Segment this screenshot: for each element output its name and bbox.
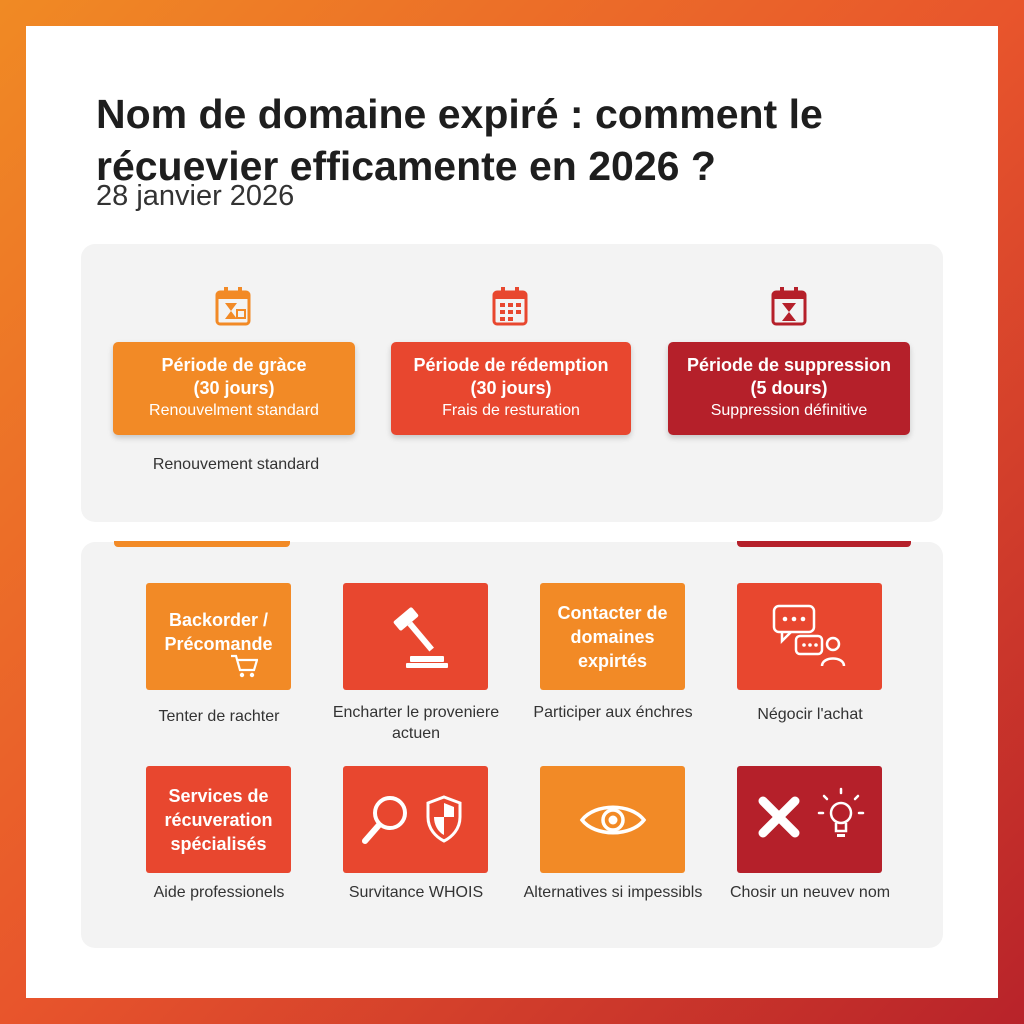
phase-grace-box: [113, 342, 355, 435]
phase-duration: (5 dours): [750, 378, 828, 398]
option-new-name-tile: [737, 766, 882, 873]
option-recovery-services-tile: [146, 766, 291, 873]
eye-icon: [579, 800, 647, 840]
option-caption: Négocir l'achat: [757, 706, 863, 723]
option-caption: Aide professionels: [153, 884, 285, 901]
orange-accent-strip: [114, 541, 290, 547]
infographic-card: [26, 26, 998, 998]
gavel-icon: [380, 604, 452, 670]
option-caption: Encharter le proveniere actuen: [332, 704, 500, 742]
option-auction-tile: [343, 583, 488, 690]
calendar-icon: [492, 286, 528, 326]
option-caption: Participer aux énchres: [533, 704, 693, 721]
option-backorder-tile: [146, 583, 291, 690]
phase-title: Période de rédemption: [413, 355, 609, 375]
option-alternatives-tile: [540, 766, 685, 873]
option-negotiate-tile: [737, 583, 882, 690]
calendar-hourglass-icon: [771, 286, 807, 326]
option-whois-tile: [343, 766, 488, 873]
option-caption: Alternatives si impessibls: [523, 884, 703, 901]
page-title: Nom de domaine expiré : comment le récuevier efficamente en 2026 ?: [96, 91, 823, 189]
phase-duration: (30 jours): [470, 378, 552, 398]
expiration-phases-panel: [81, 244, 943, 522]
cart-icon: [230, 653, 258, 679]
option-caption: Survitance WHOIS: [348, 884, 484, 901]
phase-description: Suppression définitive: [710, 402, 868, 419]
calendar-hourglass-icon: [215, 286, 251, 326]
option-label: Backorder / Précomande: [164, 610, 273, 654]
recovery-options-panel: [81, 542, 943, 948]
option-label: Services de récuveration spécialisés: [164, 785, 273, 854]
phase-description: Frais de resturation: [442, 402, 580, 419]
option-caption: Chosir un neuvev nom: [729, 884, 891, 901]
phase-duration: (30 jours): [193, 378, 275, 398]
option-label: Contacter de domaines expirtés: [557, 602, 668, 671]
chat-person-icon: [770, 602, 850, 672]
phase-title: Période de suppression: [686, 355, 892, 375]
option-caption: Tenter de rachter: [158, 708, 280, 725]
option-contact-tile: [540, 583, 685, 690]
phase-note: Renouvement standard: [152, 456, 320, 473]
publish-date: 28 janvier 2026: [96, 180, 295, 212]
magnifier-shield-icon: [356, 787, 476, 853]
phase-deletion-box: [668, 342, 910, 435]
phase-redemption-box: [391, 342, 631, 435]
cross-bulb-icon: [755, 787, 865, 853]
phase-description: Renouvelment standard: [149, 402, 319, 419]
red-accent-strip: [737, 541, 911, 547]
phase-title: Période de gràce: [161, 355, 307, 375]
